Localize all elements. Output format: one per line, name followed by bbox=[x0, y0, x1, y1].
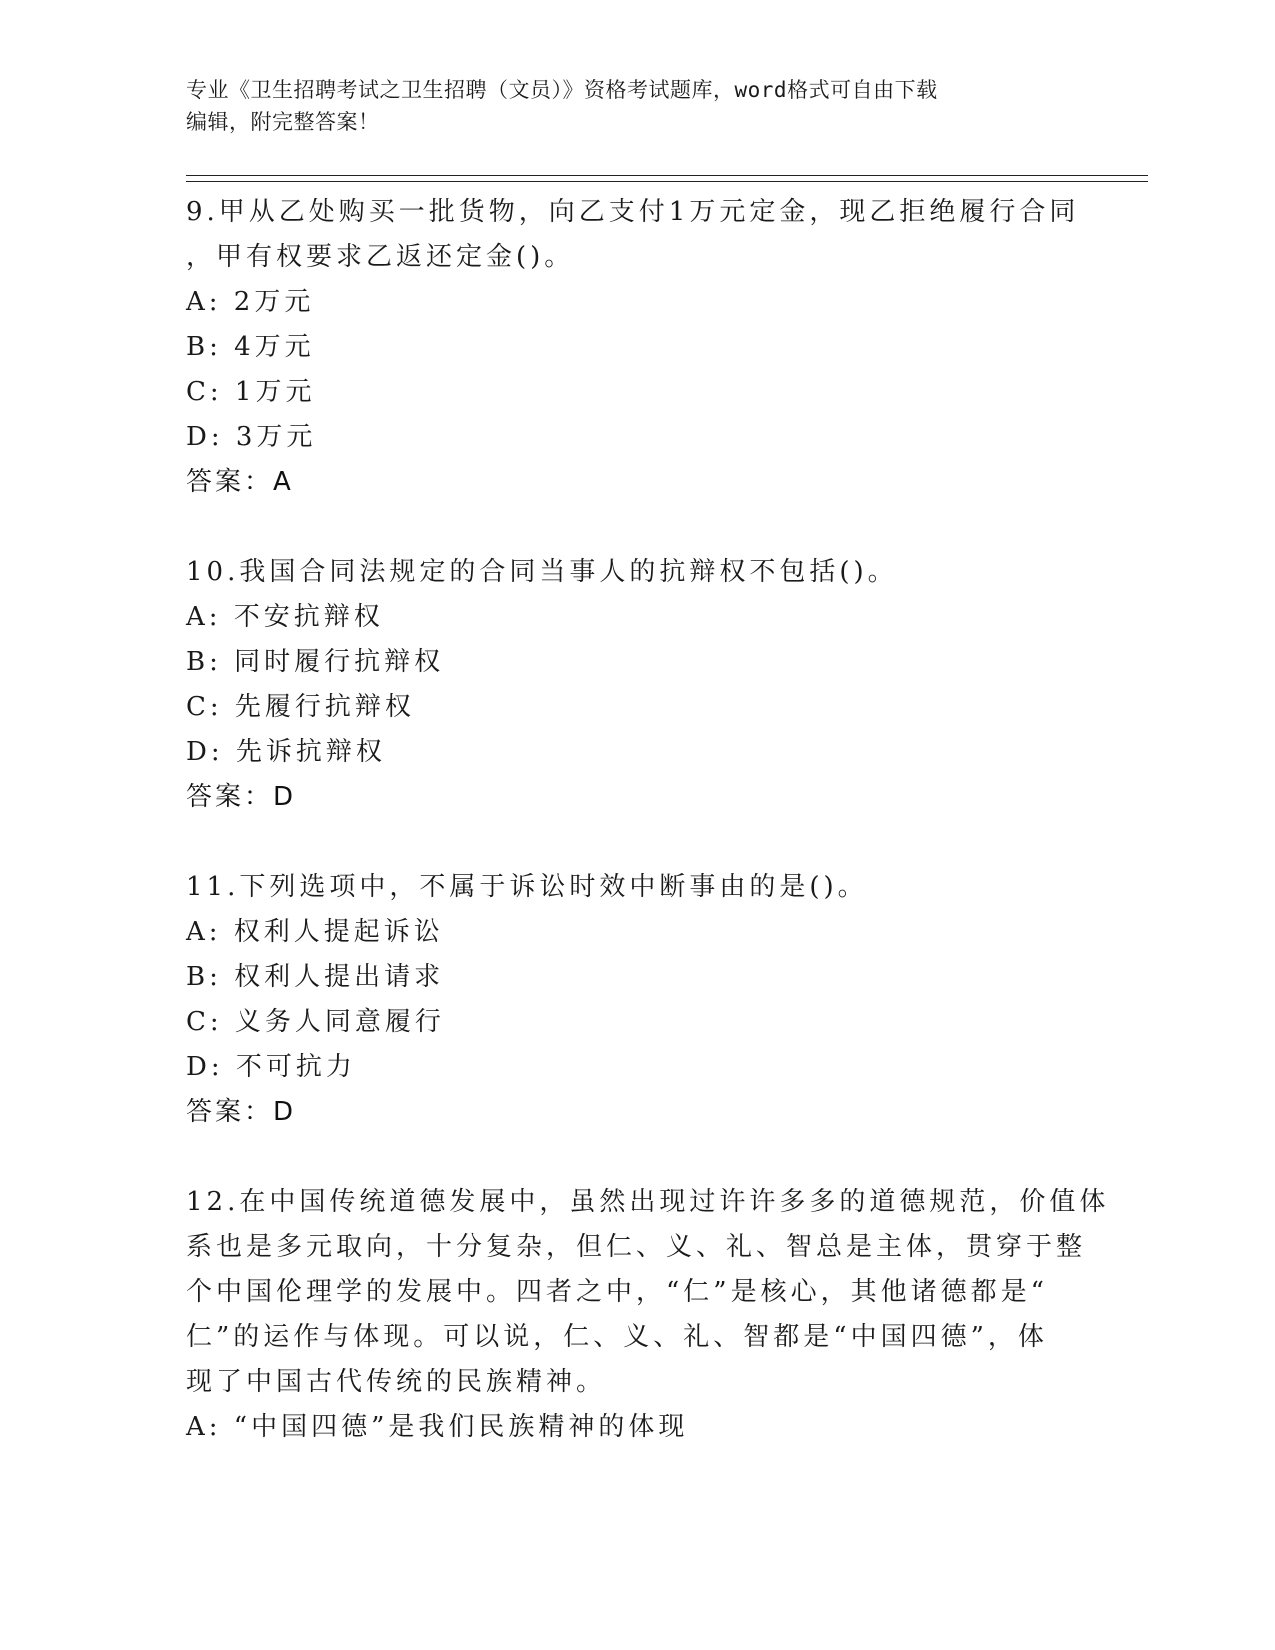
question-text-line: 系也是多元取向，十分复杂，但仁、义、礼、智总是主体，贯穿于整 bbox=[186, 1232, 1087, 1262]
option-b: B: 权利人提出请求 bbox=[186, 962, 445, 992]
header-line-2: 编辑，附完整答案！ bbox=[186, 110, 380, 134]
option-c: C: 义务人同意履行 bbox=[186, 1007, 445, 1037]
question-text-line: 9.甲从乙处购买一批货物，向乙支付1万元定金，现乙拒绝履行合同 bbox=[186, 197, 1080, 227]
question-11 bbox=[186, 865, 1086, 1135]
spacer bbox=[186, 1135, 1086, 1180]
question-list bbox=[186, 190, 1110, 1450]
question-9 bbox=[186, 190, 1086, 505]
spacer bbox=[186, 505, 1086, 550]
option-c: C: 先履行抗辩权 bbox=[186, 692, 415, 722]
question-12 bbox=[186, 1180, 1110, 1450]
document-header bbox=[186, 74, 1066, 138]
option-a: A: “中国四德”是我们民族精神的体现 bbox=[186, 1412, 689, 1442]
option-b: B: 同时履行抗辩权 bbox=[186, 647, 445, 677]
header-divider-top bbox=[186, 175, 1148, 176]
option-c: C: 1万元 bbox=[186, 377, 316, 407]
header-line-1: 专业《卫生招聘考试之卫生招聘（文员）》资格考试题库，word格式可自由下载 bbox=[186, 78, 938, 102]
header-divider-bottom bbox=[186, 181, 1148, 182]
question-text-line: ，甲有权要求乙返还定金()。 bbox=[186, 242, 575, 272]
answer-label: 答案：A bbox=[186, 467, 294, 497]
question-text-line: 11.下列选项中，不属于诉讼时效中断事由的是()。 bbox=[186, 872, 868, 902]
option-a: A: 不安抗辩权 bbox=[186, 602, 384, 632]
question-10 bbox=[186, 550, 1086, 820]
spacer bbox=[186, 820, 1086, 865]
option-a: A: 2万元 bbox=[186, 287, 315, 317]
question-text-line: 10.我国合同法规定的合同当事人的抗辩权不包括()。 bbox=[186, 557, 898, 587]
question-text-line: 12.在中国传统道德发展中，虽然出现过许许多多的道德规范，价值体 bbox=[186, 1187, 1110, 1217]
option-d: D: 不可抗力 bbox=[186, 1052, 356, 1082]
option-d: D: 先诉抗辩权 bbox=[186, 737, 386, 767]
answer-label: 答案：D bbox=[186, 782, 297, 812]
option-b: B: 4万元 bbox=[186, 332, 315, 362]
option-a: A: 权利人提起诉讼 bbox=[186, 917, 444, 947]
answer-label: 答案：D bbox=[186, 1097, 297, 1127]
question-text-line: 仁”的运作与体现。可以说，仁、义、礼、智都是“中国四德”，体 bbox=[186, 1322, 1048, 1352]
question-text-line: 个中国伦理学的发展中。四者之中，“仁”是核心，其他诸德都是“ bbox=[186, 1277, 1048, 1307]
question-text-line: 现了中国古代传统的民族精神。 bbox=[186, 1367, 607, 1397]
option-d: D: 3万元 bbox=[186, 422, 317, 452]
